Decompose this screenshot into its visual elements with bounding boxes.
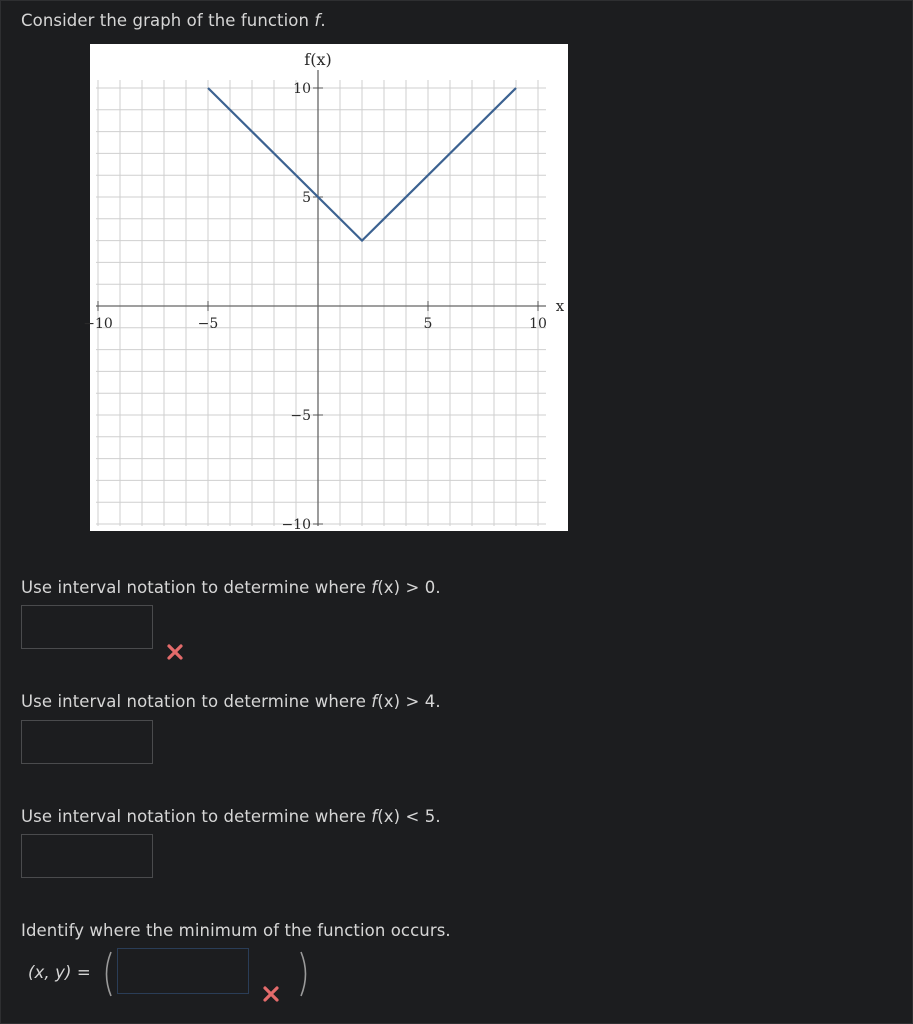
axis-labels (83, 50, 565, 533)
grid (96, 80, 546, 526)
incorrect-x-icon (166, 643, 184, 661)
minimum-prompt: Identify where the minimum of the function occurs. (21, 921, 451, 940)
part1-answer-input[interactable] (21, 605, 153, 649)
function-graph (83, 44, 568, 533)
x-tick-label: 5 (423, 316, 433, 332)
graph-svg (83, 44, 568, 533)
left-paren-icon (100, 950, 114, 998)
part3-prompt: Use interval notation to determine where f(x) < 5. (21, 807, 441, 826)
part3-answer-input[interactable] (21, 834, 153, 878)
incorrect-x-icon (262, 985, 280, 1003)
y-tick-label: 5 (302, 190, 311, 206)
x-tick-label: −10 (83, 316, 113, 332)
y-axis-title: f(x) (304, 50, 332, 69)
y-tick-label: −10 (281, 517, 311, 533)
right-paren-icon (298, 950, 312, 998)
x-tick-label: −5 (197, 316, 219, 332)
x-axis-title: x (555, 297, 565, 315)
coordinate-label: (x, y) = (28, 963, 91, 982)
part2-answer-input[interactable] (21, 720, 153, 764)
y-tick-label: −5 (290, 408, 311, 424)
part1-prompt: Use interval notation to determine where f(x) > 0. (21, 578, 441, 597)
x-tick-label: 10 (529, 316, 547, 332)
y-tick-label: 10 (293, 81, 311, 97)
question-prompt: Consider the graph of the function f. (21, 11, 326, 30)
part2-prompt: Use interval notation to determine where f(x) > 4. (21, 692, 441, 711)
minimum-answer-input[interactable] (117, 948, 249, 994)
